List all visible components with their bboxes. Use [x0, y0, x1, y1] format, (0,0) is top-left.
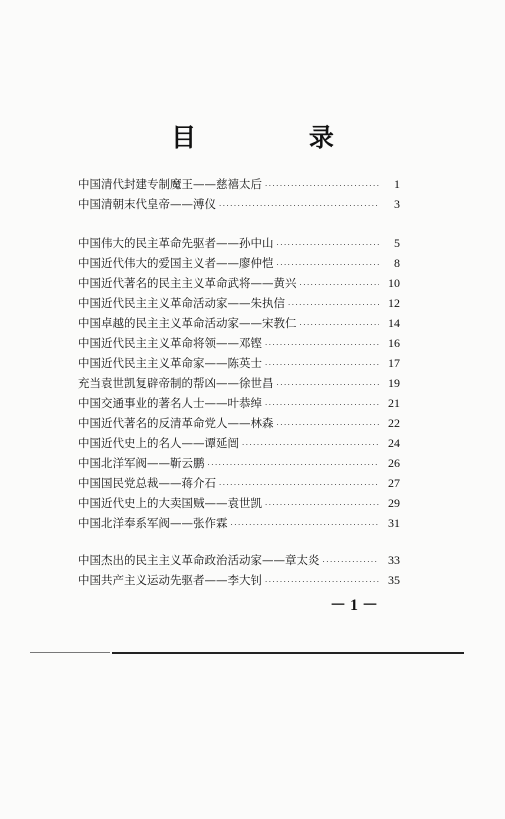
toc-entry[interactable]	[78, 395, 400, 415]
toc-entry[interactable]	[78, 196, 400, 216]
toc-entry[interactable]	[78, 455, 400, 475]
toc-entry[interactable]	[78, 355, 400, 375]
entry-title: 中国近代民主主义革命家——陈英士	[78, 356, 262, 370]
leader-dots	[231, 521, 380, 529]
entry-page: 22	[388, 416, 400, 430]
entry-page: 16	[388, 336, 400, 350]
entry-page: 3	[394, 197, 400, 211]
toc-group-1	[78, 176, 400, 216]
entry-title: 中国伟大的民主革命先驱者——孙中山	[78, 236, 274, 250]
toc-entry[interactable]	[78, 435, 400, 455]
entry-page: 27	[388, 476, 400, 490]
leader-dots	[277, 421, 380, 429]
leader-dots	[208, 461, 380, 469]
entry-page: 24	[388, 436, 400, 450]
toc-entry[interactable]	[78, 572, 400, 592]
leader-dots	[300, 321, 380, 329]
toc-entry[interactable]	[78, 255, 400, 275]
entry-title: 中国杰出的民主主义革命政治活动家——章太炎	[78, 553, 320, 567]
entry-title: 中国卓越的民主主义革命活动家——宋教仁	[78, 316, 297, 330]
leader-dots	[219, 202, 379, 210]
toc-entry[interactable]	[78, 475, 400, 495]
entry-page: 14	[388, 316, 400, 330]
entry-title: 中国近代史上的名人——谭延闿	[78, 436, 239, 450]
entry-page: 17	[388, 356, 400, 370]
leader-dots	[265, 401, 379, 409]
entry-page: 1	[394, 177, 400, 191]
leader-dots	[277, 381, 380, 389]
entry-title: 中国清代封建专制魔王——慈禧太后	[78, 177, 262, 191]
scan-line-left	[30, 652, 110, 653]
leader-dots	[265, 182, 379, 190]
page-title: 目 录	[171, 123, 386, 152]
toc-entry[interactable]	[78, 315, 400, 335]
entry-title: 中国近代民主主义革命将领——邓铿	[78, 336, 262, 350]
entry-page: 26	[388, 456, 400, 470]
page-number: － 1 －	[330, 597, 379, 614]
toc-entry[interactable]	[78, 176, 400, 196]
entry-title: 充当袁世凯复辟帝制的帮凶——徐世昌	[78, 376, 274, 390]
leader-dots	[265, 501, 379, 509]
toc-entry[interactable]	[78, 295, 400, 315]
entry-title: 中国近代伟大的爱国主义者——廖仲恺	[78, 256, 274, 270]
toc-entry[interactable]	[78, 335, 400, 355]
toc-entry[interactable]	[78, 375, 400, 395]
entry-title: 中国清朝末代皇帝——溥仪	[78, 197, 216, 211]
entry-page: 19	[388, 376, 400, 390]
toc-entry[interactable]	[78, 275, 400, 295]
leader-dots	[265, 578, 379, 586]
leader-dots	[265, 361, 379, 369]
scan-line-main	[112, 652, 464, 654]
entry-page: 35	[388, 573, 400, 587]
leader-dots	[242, 441, 379, 449]
toc-entry[interactable]	[78, 235, 400, 255]
leader-dots	[265, 341, 379, 349]
entry-page: 21	[388, 396, 400, 410]
entry-title: 中国近代著名的反清革命党人——林森	[78, 416, 274, 430]
entry-page: 29	[388, 496, 400, 510]
leader-dots	[277, 261, 380, 269]
leader-dots	[288, 301, 379, 309]
entry-page: 12	[388, 296, 400, 310]
leader-dots	[219, 481, 379, 489]
entry-title: 中国近代民主主义革命活动家——朱执信	[78, 296, 285, 310]
entry-title: 中国国民党总裁——蒋介石	[78, 476, 216, 490]
toc-entry[interactable]	[78, 552, 400, 572]
toc-entry[interactable]	[78, 415, 400, 435]
entry-page: 31	[388, 516, 400, 530]
leader-dots	[323, 558, 380, 566]
entry-title: 中国近代史上的大卖国贼——袁世凯	[78, 496, 262, 510]
toc-entry[interactable]	[78, 495, 400, 515]
entry-page: 5	[394, 236, 400, 250]
entry-title: 中国北洋奉系军阀——张作霖	[78, 516, 228, 530]
entry-title: 中国近代著名的民主主义革命武将——黄兴	[78, 276, 297, 290]
leader-dots	[277, 241, 380, 249]
toc-entry[interactable]	[78, 515, 400, 535]
toc-group-3	[78, 552, 400, 592]
entry-page: 8	[394, 256, 400, 270]
entry-title: 中国交通事业的著名人士——叶恭绰	[78, 396, 262, 410]
entry-title: 中国共产主义运动先驱者——李大钊	[78, 573, 262, 587]
entry-title: 中国北洋军阀——靳云鹏	[78, 456, 205, 470]
entry-page: 10	[388, 276, 400, 290]
leader-dots	[300, 281, 380, 289]
toc-group-2	[78, 235, 400, 535]
entry-page: 33	[388, 553, 400, 567]
